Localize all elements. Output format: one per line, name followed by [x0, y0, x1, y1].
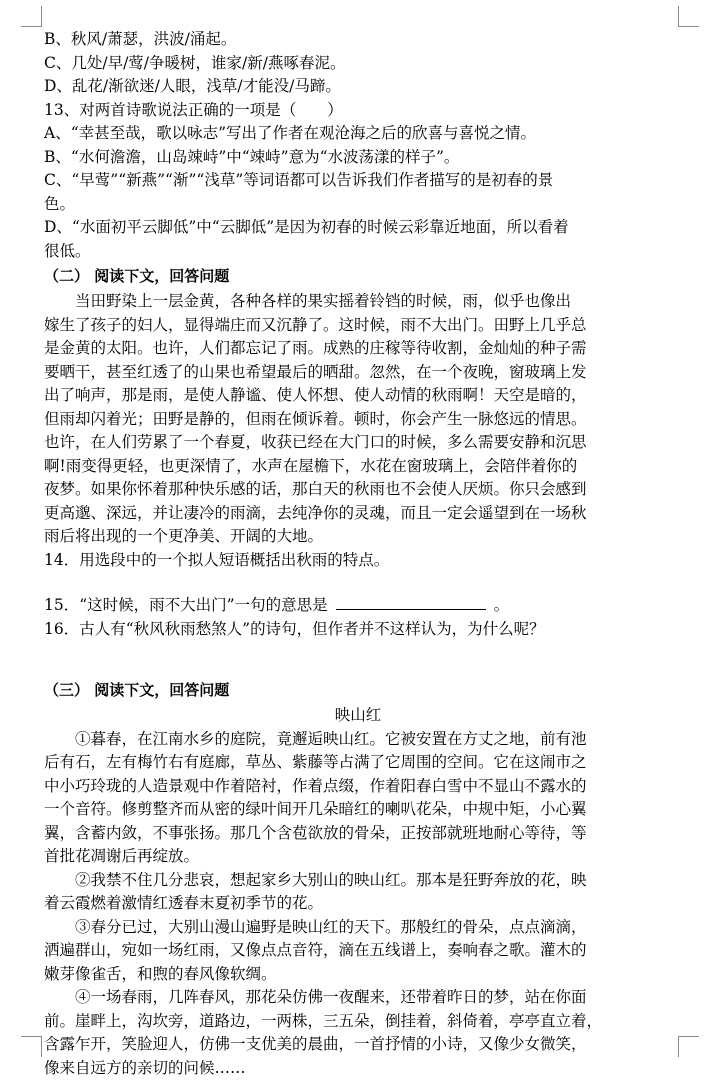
q12-option-b: B、秋风/萧瑟，洪波/涌起。 — [44, 28, 672, 52]
passage-line: 更高邈、深远，并让凄冷的雨滴，去纯净你的灵魂，而且一定会遥望到在一场秋 — [44, 502, 672, 526]
answer-blank — [336, 595, 486, 610]
page-content — [44, 28, 672, 1080]
passage-line: 是金黄的太阳。也许，人们都忘记了雨。成熟的庄稼等待收割，金灿灿的种子需 — [44, 337, 672, 361]
paragraph-1-line: 翼，含蓄内敛，不事张扬。那几个含苞欲放的骨朵，正按部就班地耐心等待，等 — [44, 822, 672, 846]
crop-mark-top-right — [678, 6, 699, 27]
passage-line: 当田野染上一层金黄，各种各样的果实摇着铃铛的时候，雨，似乎也像出 — [44, 290, 672, 314]
question-15-text: 15．“这时候，雨不大出门”一句的意思是 — [44, 596, 328, 614]
section2-heading: （二） 阅读下文，回答问题 — [44, 263, 672, 290]
crop-mark-bottom-right — [678, 1036, 699, 1057]
question-14: 14．用选段中的一个拟人短语概括出秋雨的特点。 — [44, 549, 672, 573]
paragraph-3-line: 嫩芽像雀舌，和煦的春风像软绸。 — [44, 963, 672, 987]
q12-option-c: C、几处/早/莺/争暖树，谁家/新/燕啄春泥。 — [44, 52, 672, 76]
q13-stem: 13、对两首诗歌说法正确的一项是（ ） — [44, 99, 672, 123]
passage-line: 啊!雨变得更轻，也更深情了，水声在屋檐下，水花在窗玻璃上，会陪伴着你的 — [44, 455, 672, 479]
q13-option-d-line2: 很低。 — [44, 240, 672, 264]
paragraph-1-line: 首批花凋谢后再绽放。 — [44, 845, 672, 869]
question-15-end: 。 — [494, 596, 510, 614]
paragraph-2-line: ②我禁不住几分悲哀，想起家乡大别山的映山红。那本是狂野奔放的花，映 — [44, 869, 672, 893]
passage-line: 要晒干，甚至红透了的山果也希望最后的晒甜。忽然，在一个夜晚，窗玻璃上发 — [44, 361, 672, 385]
paragraph-1-line: 中小巧玲珑的人造景观中作着陪衬，作着点缀，作着阳春白雪中不显山不露水的 — [44, 775, 672, 799]
q13-option-d-line1: D、“水面初平云脚低”中“云脚低”是因为初春的时候云彩靠近地面，所以看着 — [44, 216, 672, 240]
article-title: 映山红 — [44, 704, 672, 728]
answer-space — [44, 641, 672, 663]
passage-line: 但雨却闪着光；田野是静的，但雨在倾诉着。顿时，你会产生一脉悠远的情思。 — [44, 408, 672, 432]
answer-space — [44, 663, 672, 677]
paragraph-4-line: 像来自远方的亲切的问候…… — [44, 1057, 672, 1080]
question-16: 16．古人有“秋风秋雨愁煞人”的诗句，但作者并不这样认为，为什么呢？ — [44, 618, 672, 642]
paragraph-3-line: 洒遍群山，宛如一场红雨，又像点点音符，滴在五线谱上，奏响春之歌。灌木的 — [44, 939, 672, 963]
q13-option-a: A、“幸甚至哉，歌以咏志”写出了作者在观沧海之后的欣喜与喜悦之情。 — [44, 122, 672, 146]
paragraph-4-line: 前。崖畔上，沟坎旁，道路边，一两株，三五朵，倒挂着，斜倚着，亭亭直立着， — [44, 1010, 672, 1034]
crop-mark-bottom-left — [21, 1036, 42, 1057]
answer-space — [44, 572, 672, 594]
q13-option-c-line2: 色。 — [44, 193, 672, 217]
paragraph-4-line: 含露乍开，笑脸迎人，仿佛一支优美的晨曲，一首抒情的小诗，又像少女微笑， — [44, 1033, 672, 1057]
q13-option-b: B、“水何澹澹，山岛竦峙”中“竦峙”意为“水波荡漾的样子”。 — [44, 146, 672, 170]
paragraph-1-line: 后有石，左有梅竹右有庭廊，草丛、紫藤等占满了它周围的空间。它在这闹市之 — [44, 751, 672, 775]
paragraph-2-line: 着云霞燃着激情红透春末夏初季节的花。 — [44, 892, 672, 916]
q12-option-d: D、乱花/渐欲迷/人眼，浅草/才能没/马蹄。 — [44, 75, 672, 99]
section3-heading: （三） 阅读下文，回答问题 — [44, 677, 672, 704]
paragraph-3-line: ③春分已过，大别山漫山遍野是映山红的天下。那般红的骨朵，点点滴滴， — [44, 916, 672, 940]
passage-line: 出了响声，那是雨，是使人静谧、使人怀想、使人动情的秋雨啊！天空是暗的， — [44, 384, 672, 408]
paragraph-4-line: ④一场春雨，几阵春风，那花朵仿佛一夜醒来，还带着昨日的梦，站在你面 — [44, 986, 672, 1010]
passage-line: 夜梦。如果你怀着那种快乐感的话，那白天的秋雨也不会使人厌烦。你只会感到 — [44, 478, 672, 502]
passage-line: 也许，在人们劳累了一个春夏，收获已经在大门口的时候，多么需要安静和沉思 — [44, 431, 672, 455]
paragraph-1-line: 一个音符。修剪整齐而从密的绿叶间开几朵暗红的喇叭花朵，中规中矩，小心翼 — [44, 798, 672, 822]
passage-line: 雨后将出现的一个更净美、开阔的大地。 — [44, 525, 672, 549]
q13-option-c-line1: C、“早莺”“新燕”“渐”“浅草”等词语都可以告诉我们作者描写的是初春的景 — [44, 169, 672, 193]
paragraph-1-line: ①暮春，在江南水乡的庭院，竟邂逅映山红。它被安置在方丈之地，前有池 — [44, 728, 672, 752]
question-15 — [44, 594, 672, 618]
crop-mark-top-left — [21, 6, 42, 27]
passage-line: 嫁生了孩子的妇人，显得端庄而又沉静了。这时候，雨不大出门。田野上几乎总 — [44, 314, 672, 338]
